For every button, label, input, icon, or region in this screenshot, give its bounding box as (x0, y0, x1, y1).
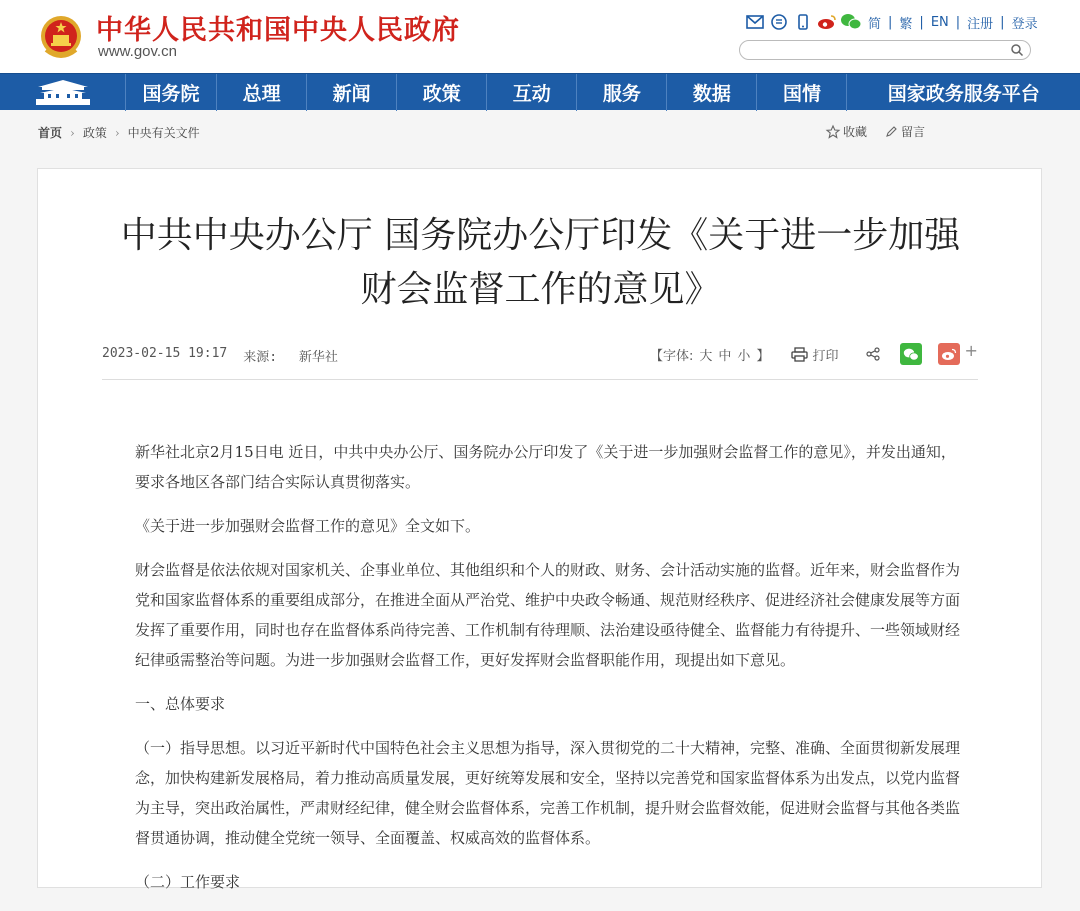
search-input[interactable] (739, 40, 1031, 60)
separator: | (888, 14, 893, 30)
separator: | (919, 14, 924, 30)
comment-button[interactable] (885, 123, 925, 140)
section-heading: 一、总体要求 (135, 695, 226, 713)
paragraph: 新华社北京2月15日电 近日，中共中央办公厅、国务院办公厅印发了《关于进一步加强财会监督工作的意见》，并发出通知，要求各地区各部门结合实际认真贯彻落实。 (135, 443, 956, 491)
source-name: 新华社 (298, 350, 338, 365)
paragraph: 《关于进一步加强财会监督工作的意见》全文如下。 (135, 517, 481, 535)
article-container (37, 168, 1042, 891)
article-tools (650, 340, 978, 365)
login-link[interactable]: 登录 (1011, 16, 1038, 32)
article-title (98, 209, 983, 317)
font-size-control (650, 345, 769, 364)
breadcrumb-policy[interactable]: 政策 (82, 126, 107, 140)
favorite-button[interactable] (826, 123, 867, 140)
wechat-icon (903, 348, 919, 361)
nav-interaction[interactable]: 互动 (487, 74, 577, 111)
nav-gov-service-platform[interactable]: 国家政务服务平台 (887, 83, 1040, 105)
nav-news[interactable]: 新闻 (307, 74, 397, 111)
weibo-icon[interactable] (817, 13, 837, 31)
chevron-right-icon: › (114, 125, 120, 140)
email-icon[interactable] (745, 13, 765, 31)
page-tools (826, 123, 925, 140)
article-title-line: 中共中央办公厅 国务院办公厅印发《关于进一步加强 (120, 215, 961, 256)
top-links (745, 12, 1041, 32)
publish-date: 2023-02-15 19:17 (102, 346, 228, 361)
share-icon (866, 347, 880, 361)
share-button[interactable] (866, 347, 880, 361)
site-name[interactable]: 中华人民共和国中央人民政府 (96, 15, 460, 46)
print-button[interactable] (791, 345, 838, 364)
star-icon (826, 125, 840, 139)
paragraph: 财会监督是依法依规对国家机关、企事业单位、其他组织和个人的财政、财务、会计活动实施的监督。近年来，财会监督作为党和国家监督体系的重要组成部分，在推进全面从严治党、维护中央政令畅通、规范财经秩序、促进经济社会健康发展等方面发挥了重要作用，同时也存在监督体系尚待完善、工作机制有待理顺、法治建设亟待健全、监督能力有待提升、一些领域财经纪律亟需整治等问题。为进一步加强财会监督工作，更好发挥财会监督职能作用，现提出如下意见。 (135, 561, 961, 669)
nav-data[interactable]: 数据 (667, 74, 757, 111)
site-header (0, 0, 1080, 73)
font-medium-button[interactable]: 中 (718, 348, 732, 364)
mobile-icon[interactable] (793, 13, 813, 31)
wechat-icon[interactable] (841, 13, 861, 31)
font-control-open: 【字体: (650, 348, 694, 364)
nav-national-info[interactable]: 国情 (757, 74, 847, 111)
lang-simplified-link[interactable]: 简 (868, 16, 882, 32)
weibo-icon (941, 348, 957, 361)
national-emblem-icon[interactable] (38, 12, 84, 62)
register-link[interactable]: 注册 (967, 16, 994, 32)
font-large-button[interactable]: 大 (699, 348, 713, 364)
font-control-close: 】 (756, 348, 770, 364)
nav-premier[interactable]: 总理 (217, 74, 307, 111)
nav-policy[interactable]: 政策 (397, 74, 487, 111)
subsection-heading: （二）工作要求 (135, 873, 241, 891)
print-label: 打印 (812, 348, 839, 364)
font-small-button[interactable]: 小 (737, 348, 751, 364)
separator: | (1000, 14, 1005, 30)
source-label: 来源: (243, 350, 278, 365)
message-icon[interactable] (769, 13, 789, 31)
chevron-right-icon: › (70, 125, 75, 140)
nav-services[interactable]: 服务 (577, 74, 667, 111)
breadcrumb-home[interactable]: 首页 (38, 126, 63, 140)
separator: | (955, 14, 961, 30)
divider (102, 379, 978, 380)
tiananmen-logo-icon[interactable] (0, 74, 126, 111)
pencil-icon (885, 125, 898, 138)
lang-traditional-link[interactable]: 繁 (899, 16, 913, 32)
search-icon[interactable] (1010, 43, 1024, 57)
paragraph: （一）指导思想。以习近平新时代中国特色社会主义思想为指导，深入贯彻党的二十大精神，完整、准确、全面贯彻新发展理念，加快构建新发展格局，着力推动高质量发展，更好统筹发展和安全，坚持以完善党和国家监督体系为出发点，以党内监督为主导，突出政治属性，严肃财经纪律，健全财会监督体系，完善工作机制，提升财会监督效能，促进财会监督与其他各类监督贯通协调，推动健全党统一领导、全面覆盖、权威高效的监督体系。 (135, 739, 961, 847)
lang-english-link[interactable]: EN (930, 14, 949, 30)
printer-icon (791, 347, 808, 362)
favorite-label: 收藏 (843, 125, 868, 139)
nav-state-council[interactable]: 国务院 (126, 74, 217, 111)
article-title-line: 财会监督工作的意见》 (360, 269, 721, 310)
breadcrumb (38, 124, 200, 141)
more-share-button[interactable]: + (964, 340, 978, 360)
wechat-share-button[interactable] (900, 343, 922, 365)
article-meta (102, 346, 338, 365)
weibo-share-button[interactable] (938, 343, 960, 365)
main-nav (0, 73, 1080, 110)
breadcrumb-central-docs[interactable]: 中央有关文件 (127, 126, 200, 140)
comment-label: 留言 (901, 125, 926, 139)
article-body (135, 437, 965, 911)
site-url[interactable]: www.gov.cn (98, 43, 177, 60)
